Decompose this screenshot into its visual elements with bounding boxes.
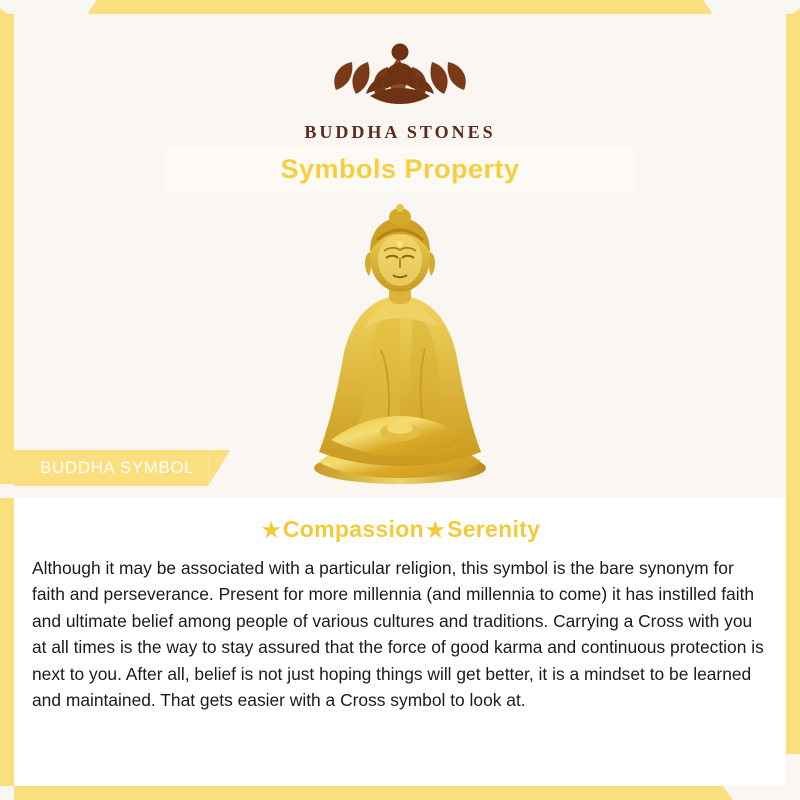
brand-name: BUDDHA STONES: [304, 122, 496, 142]
symbol-tag-label: BUDDHA SYMBOL: [40, 458, 195, 477]
symbol-tag: [14, 450, 208, 486]
ribbon-left-lower: [0, 498, 14, 786]
subtitle-word-serenity: Serenity: [447, 516, 541, 542]
ribbon-top: [112, 0, 692, 14]
content-paragraph: Although it may be associated with a particular religion, this symbol is the bare synonym for faith and perseverance. Present for more millennia (and millennia to come) it has instilled faith and ultimate belief among people of various cultures and traditions. Carrying a Cross with you at all times is the way to stay assured that the force of good karma and continuous protection is next to you. After all, belief is not just hoping things will get better, it is a mindset to be learned and maintained. That gets easier with a Cross symbol to look at.: [32, 558, 764, 711]
star-icon-right: ★: [425, 519, 446, 542]
ribbon-bottom: [14, 786, 714, 800]
seated-buddha-statue-illustration: [285, 200, 515, 492]
subtitle-word-compassion: Compassion: [282, 516, 424, 542]
lotus-meditation-icon: [310, 24, 490, 116]
brand-logo: [0, 24, 800, 143]
star-icon-left: ★: [261, 519, 281, 542]
page-title: Symbols Property: [280, 154, 520, 184]
content-subtitle: [14, 516, 786, 543]
page-title-band: [166, 146, 634, 193]
content-card: [14, 498, 786, 786]
